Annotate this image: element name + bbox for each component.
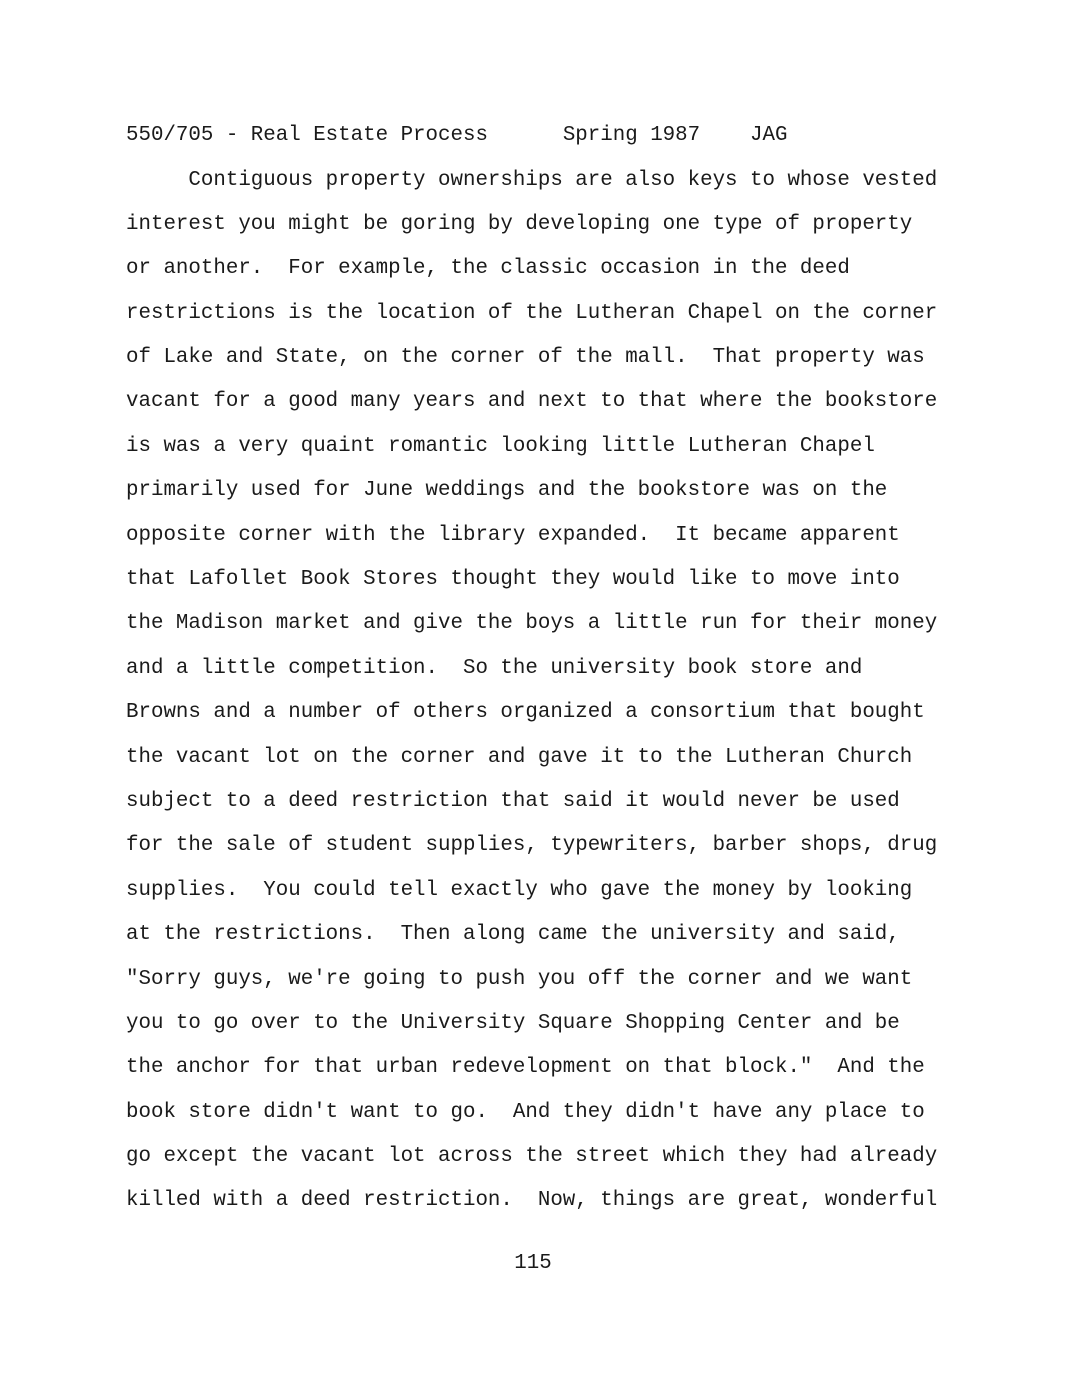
text-line: "Sorry guys, we're going to push you off the corner and we want: [126, 967, 913, 991]
text-line: or another. For example, the classic occasion in the deed: [126, 257, 850, 281]
text-line: that Lafollet Book Stores thought they would like to move into: [126, 568, 900, 592]
text-line: Contiguous property ownerships are also keys to whose vested: [126, 168, 938, 192]
text-line: of Lake and State, on the corner of the mall. That property was: [126, 346, 925, 370]
text-line: killed with a deed restriction. Now, things are great, wonderful: [126, 1189, 938, 1213]
text-line: you to go over to the University Square Shopping Center and be: [126, 1011, 900, 1035]
text-line: subject to a deed restriction that said it would never be used: [126, 789, 900, 813]
text-line: for the sale of student supplies, typewriters, barber shops, drug: [126, 834, 938, 858]
page-header: [126, 123, 788, 149]
text-line: Browns and a number of others organized a consortium that bought: [126, 701, 925, 725]
text-line: go except the vacant lot across the street which they had already: [126, 1145, 938, 1169]
text-line: is was a very quaint romantic looking little Lutheran Chapel: [126, 434, 875, 458]
text-line: book store didn't want to go. And they didn't have any place to: [126, 1100, 925, 1124]
header-gap: [488, 124, 563, 147]
header-initials: JAG: [750, 124, 788, 147]
body-text: [126, 168, 956, 1233]
text-line: restrictions is the location of the Lutheran Chapel on the corner: [126, 301, 938, 325]
text-line: and a little competition. So the university book store and: [126, 656, 863, 680]
header-term: Spring 1987: [562, 124, 701, 147]
text-line: interest you might be goring by developing one type of property: [126, 212, 913, 236]
text-line: primarily used for June weddings and the bookstore was on the: [126, 479, 888, 503]
header-course: 550/705 - Real Estate Process: [126, 124, 488, 147]
text-line: opposite corner with the library expanded. It became apparent: [126, 523, 900, 547]
text-line: at the restrictions. Then along came the university and said,: [126, 923, 900, 947]
text-line: vacant for a good many years and next to that where the bookstore: [126, 390, 938, 414]
text-line: the vacant lot on the corner and gave it to the Lutheran Church: [126, 745, 913, 769]
text-line: the Madison market and give the boys a little run for their money: [126, 612, 938, 636]
header-gap: [700, 124, 750, 147]
text-line: supplies. You could tell exactly who gave the money by looking: [126, 878, 913, 902]
text-line: the anchor for that urban redevelopment on that block." And the: [126, 1056, 925, 1080]
page-number: 115: [514, 1252, 552, 1275]
